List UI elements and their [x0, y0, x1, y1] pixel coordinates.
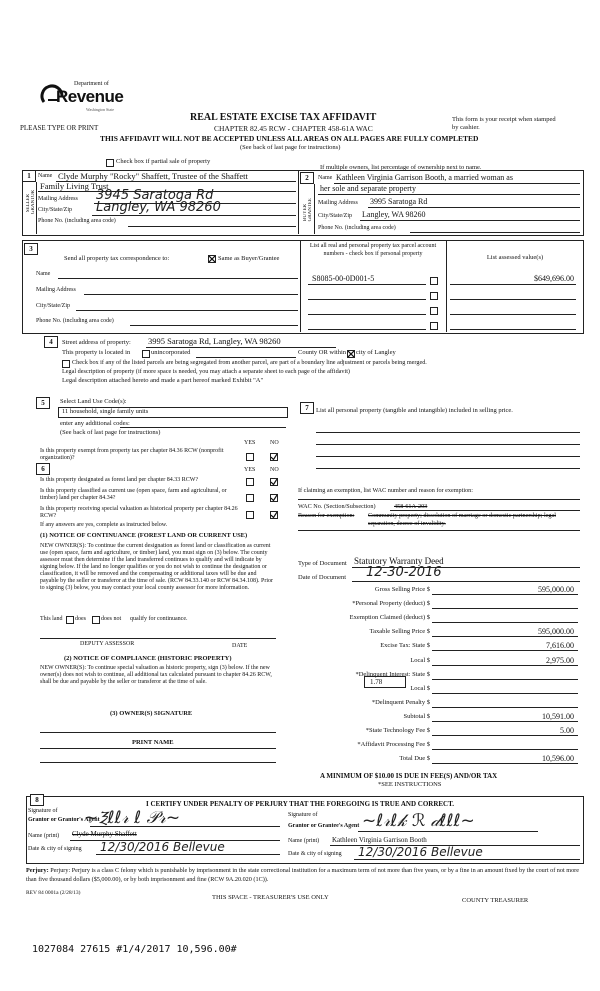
section-4-number: 4 — [44, 336, 58, 348]
grantor-signature-icon[interactable]: ~Ⲝℓℓ𝓇 ℓ 𝒫𝓇~ — [84, 808, 181, 828]
grantor-sig-label: Signature of — [28, 808, 58, 814]
calc-row-value[interactable]: 595,000.00 — [538, 585, 574, 594]
calc-row-label: Taxable Selling Price $ — [369, 628, 430, 635]
forest-question: Is this property designated as forest land per chapter 84.33 RCW? — [40, 477, 199, 483]
exempt-question: Is this property exempt from property tax per chapter 84.36 RCW (nonprofit organization)? — [40, 448, 224, 461]
assessed-header: List assessed value(s) — [486, 254, 544, 261]
check-mark-icon — [271, 512, 277, 518]
calc-row-value[interactable]: 2,975.00 — [546, 656, 574, 665]
buyer-name-label: Name — [318, 175, 333, 181]
this-land-label: This land — [40, 616, 63, 622]
county-treasurer-label: COUNTY TREASURER — [462, 897, 529, 904]
parcel-header: List all real and personal property tax parcel account numbers - check box if personal property — [309, 243, 437, 257]
calc-row-line — [432, 622, 578, 623]
unincorporated-checkbox[interactable] — [142, 350, 150, 358]
please-type: PLEASE TYPE OR PRINT — [20, 124, 99, 132]
grantee-date[interactable]: 12/30/2016 Bellevue — [358, 845, 483, 859]
calc-row-label: Local $ — [410, 685, 430, 692]
dept-name: Revenue — [56, 87, 124, 106]
seller-mailing[interactable]: 3945 Saratoga Rd — [96, 188, 214, 203]
buyer-phone-label: Phone No. (including area code) — [318, 225, 396, 231]
form-notice: THIS AFFIDAVIT WILL NOT BE ACCEPTED UNLESS ALL AREAS ON ALL PAGES ARE FULLY COMPLETED — [100, 134, 479, 143]
s5-no: NO — [270, 440, 279, 446]
buyer-name-cont[interactable]: her sole and separate property — [320, 184, 416, 193]
seller-name[interactable]: Clyde Murphy "Rocky" Shaffett, Trustee of the Shaffett — [58, 171, 248, 181]
current-use-no-checkbox[interactable] — [270, 494, 278, 502]
buyer-mailing-label: Mailing Address — [318, 200, 358, 206]
calc-row-label: Local $ — [410, 657, 430, 664]
unincorporated-label: unincorporated — [151, 349, 191, 356]
county-or-within-label: County OR within — [298, 349, 347, 356]
land-does-checkbox[interactable] — [66, 616, 74, 624]
buyer-city[interactable]: Langley, WA 98260 — [362, 210, 426, 219]
tc-mailing-label: Mailing Address — [36, 287, 76, 293]
exempt-yes-checkbox[interactable] — [246, 453, 254, 461]
treasurer-only-label: THIS SPACE - TREASURER'S USE ONLY — [212, 894, 329, 901]
calc-row-line — [432, 636, 578, 637]
checked-x-icon — [209, 256, 215, 262]
exempt-no-checkbox[interactable] — [270, 453, 278, 461]
section-6-number: 6 — [36, 463, 50, 475]
notice-1-body: NEW OWNER(S): To continue the current designation as forest land or classification as current use (open space, farm and agriculture, or timber) land, you must sign on (3) below. The county assessor must then determine if the land transferred continues to qualify and will indicate by signing below. If the land no longer qualifies or you do not wish to continue the designation or classification, it will be removed and the compensating or additional taxes will be due and payable by the seller or transferor at the time of sale. (RCW 84.33.140 or RCW 84.34.108). Prior to signing (3) below, you may contact your local county assessor for more information. — [40, 543, 274, 591]
grantor-agent-label: Grantor or Grantor's Agent — [28, 817, 100, 823]
deputy-assessor-label: DEPUTY ASSESSOR — [80, 641, 135, 647]
buyer-name[interactable]: Kathleen Virginia Garrison Booth, a married woman as — [336, 173, 513, 182]
calc-row-line — [432, 665, 578, 666]
seller-name-label: Name — [38, 173, 53, 179]
seller-label: SELLER — [26, 194, 31, 213]
forest-yes-checkbox[interactable] — [246, 478, 254, 486]
notice-2-body: NEW OWNER(S): To continue special valuation as historic property, sign (3) below. If the new owner(s) does not wish to continue, all additional tax calculated pursuant to chapter 84.26 RCW, shall be due and payable by the seller or transferor at the time of sale. — [40, 665, 272, 685]
check-mark-icon — [271, 454, 277, 460]
revision-label: REV 84 0001a (2/28/13) — [26, 890, 81, 896]
s6-no: NO — [270, 467, 279, 473]
seller-city-label: City/State/Zip — [38, 207, 72, 213]
grantor-date[interactable]: 12/30/2016 Bellevue — [100, 840, 225, 854]
calc-row-label: *State Technology Fee $ — [365, 727, 430, 734]
form-see-back: (See back of last page for instructions) — [240, 144, 341, 151]
wac-label: WAC No. (Section/Subsection) — [298, 503, 376, 510]
historic-yes-checkbox[interactable] — [246, 511, 254, 519]
seller-name-cont[interactable]: Family Living Trust — [40, 181, 109, 191]
historic-question: Is this property receiving special valuation as historical property per chapter 84.26 RCW? — [40, 506, 238, 519]
calc-row-line — [432, 707, 578, 708]
legal-attached: Legal description attached hereto and made a part hereof marked Exhibit "A" — [62, 377, 264, 384]
dept-state: Washington State — [86, 107, 115, 112]
calc-row-label: *Delinquent Penalty $ — [371, 699, 430, 706]
section-2-number: 2 — [300, 172, 314, 184]
city-of-label: city of Langley — [356, 349, 396, 356]
same-as-buyer-label: Same as Buyer/Grantee — [218, 255, 280, 262]
calc-row-label: Total Due $ — [399, 755, 430, 762]
receipt-note: This form is your receipt when stamped by cashier. — [452, 116, 556, 131]
historic-no-checkbox[interactable] — [270, 511, 278, 519]
calc-row-line — [432, 594, 578, 595]
grantor-name-label: Name (print) — [28, 833, 60, 839]
grantee-date-label: Date & city of signing — [288, 851, 342, 857]
check-mark-icon — [271, 495, 277, 501]
within-city-checkbox[interactable] — [347, 350, 355, 358]
certify-text: I CERTIFY UNDER PENALTY OF PERJURY THAT THE FOREGOING IS TRUE AND CORRECT. — [146, 800, 455, 808]
treasurer-stamp: 1027084 27615 #1/4/2017 10,596.00# — [32, 944, 237, 955]
tc-phone-label: Phone No. (including area code) — [36, 318, 114, 324]
minimum-notice: A MINIMUM OF $10.00 IS DUE IN FEE(S) AND/OR TAX — [320, 772, 498, 780]
reason-label: Reason for exemption: — [298, 512, 355, 519]
doc-type-label: Type of Document — [298, 560, 347, 567]
wac-number[interactable]: 458-61A-203 — [394, 503, 428, 510]
s6-yes: YES — [244, 467, 256, 473]
send-correspondence-label: Send all property tax correspondence to: — [64, 255, 170, 262]
calc-row-value[interactable]: 10,591.00 — [542, 712, 574, 721]
check-mark-icon — [271, 479, 277, 485]
same-as-buyer-checkbox[interactable] — [208, 255, 216, 263]
parcel-number[interactable]: S8085-00-0D001-5 — [312, 274, 375, 283]
doc-type[interactable]: Statutory Warranty Deed — [354, 556, 444, 566]
exemption-reason[interactable]: Community property; dissolution of marriage or domestic partnership; legal separation, decree of invalidity. — [368, 512, 556, 527]
calc-row-line — [432, 735, 578, 736]
calc-row-label: *Personal Property (deduct) $ — [352, 600, 430, 607]
personal-property-label: List all personal property (tangible and intangible) included in selling price. — [316, 407, 513, 414]
partial-sale-checkbox[interactable] — [106, 159, 114, 167]
section-3-number: 3 — [24, 243, 38, 255]
forest-no-checkbox[interactable] — [270, 478, 278, 486]
calc-row-label: Gross Selling Price $ — [374, 586, 430, 593]
qualify-label: qualify for continuance. — [130, 616, 188, 622]
local-rate: 1.78 — [370, 678, 383, 686]
perjury-notice — [26, 866, 582, 884]
calc-row-line — [432, 693, 578, 694]
tc-name-label: Name — [36, 271, 51, 277]
any-yes-note: If any answers are yes, complete as instructed below. — [40, 522, 168, 528]
current-use-question: Is this property classified as current use (open space, farm and agricultural, or timber) land per chapter 84.34? — [40, 488, 227, 501]
parcel-personal-checkbox-1[interactable] — [430, 277, 438, 285]
buyer-mailing[interactable]: 3995 Saratoga Rd — [370, 197, 428, 206]
form-title: REAL ESTATE EXCISE TAX AFFIDAVIT — [190, 112, 377, 123]
seller-mailing-label: Mailing Address — [38, 196, 78, 202]
dept-label: Department of — [74, 81, 109, 87]
grantee-agent-label: Grantor or Grantee's Agent — [288, 823, 360, 829]
seller-phone-label: Phone No. (including area code) — [38, 218, 116, 224]
calc-row-line — [432, 679, 578, 680]
land-does-not-label: does not — [101, 616, 122, 622]
seller-city[interactable]: Langley, WA 98260 — [96, 200, 221, 215]
buyer-label: BUYER — [303, 204, 308, 221]
additional-codes-label: enter any additional codes: — [60, 420, 130, 427]
notice-2-title: (2) NOTICE OF COMPLIANCE (HISTORIC PROPERTY) — [64, 655, 232, 662]
form-chapter: CHAPTER 82.45 RCW - CHAPTER 458-61A WAC — [214, 124, 373, 133]
calc-row-label: Exemption Claimed (deduct) $ — [349, 614, 430, 621]
partial-sale-label: Check box if partial sale of property — [116, 158, 211, 165]
parcel-personal-checkbox-3[interactable] — [430, 307, 438, 315]
calc-row-label: Subtotal $ — [403, 713, 430, 720]
doc-date-label: Date of Document — [298, 574, 347, 581]
grantee-label: GRANTEE — [308, 198, 313, 222]
s5-yes: YES — [244, 440, 256, 446]
section-5-number: 5 — [36, 397, 50, 409]
section-1-number: 1 — [22, 170, 36, 182]
print-name-label: PRINT NAME — [132, 739, 174, 746]
multiple-owners-note: If multiple owners, list percentage of ownership next to name. — [320, 164, 482, 171]
grantor-date-label: Date & city of signing — [28, 846, 82, 852]
segregated-checkbox[interactable] — [62, 360, 70, 368]
calc-row-label: *Affidavit Processing Fee $ — [357, 741, 430, 748]
calc-row-line — [432, 608, 578, 609]
calc-row-label: Excise Tax: State $ — [380, 642, 430, 649]
located-in-label: This property is located in — [62, 349, 131, 356]
grantee-name-label: Name (print) — [288, 838, 320, 844]
section-7-number: 7 — [300, 402, 314, 414]
calc-row-value[interactable]: 5.00 — [560, 726, 574, 735]
buyer-city-label: City/State/Zip — [318, 213, 352, 219]
land-does-not-checkbox[interactable] — [92, 616, 100, 624]
parcel-personal-checkbox-2[interactable] — [430, 292, 438, 300]
doc-date[interactable]: 12-30-2016 — [366, 565, 442, 580]
calc-row-value[interactable]: 595,000.00 — [538, 627, 574, 636]
exemption-label: If claiming an exemption, list WAC number and reason for exemption: — [298, 487, 473, 494]
assessed-value[interactable]: $649,696.00 — [534, 274, 574, 283]
tc-city-label: City/State/Zip — [36, 303, 70, 309]
calc-row-line — [432, 721, 578, 722]
current-use-yes-checkbox[interactable] — [246, 494, 254, 502]
calc-row-line — [432, 763, 578, 764]
deputy-date-label: DATE — [232, 643, 248, 649]
perjury-keyword: Perjury: — [26, 867, 49, 874]
grantee-signature-icon[interactable]: ~ℓ𝓇ℓ𝓀 ℛ 𝒹ℓℓℓ~ — [362, 811, 475, 831]
perjury-text: Perjury: Perjury is a class C felony which is punishable by imprisonment in the state correctional institution for a maximum term of not more than five years, or by a fine in an amount fixed by the court of not more than five thousand dollars ($5,000.00), or by both imprisonment and fine (RCW 9A.20.020 (1C)). — [26, 867, 579, 883]
street-label: Street address of property: — [62, 339, 131, 346]
land-use-see-back: (See back of last page for instructions) — [60, 429, 161, 436]
grantor-name[interactable]: Clyde Murphy Shaffett — [72, 830, 137, 838]
calc-row-value[interactable]: 10,596.00 — [542, 754, 574, 763]
calc-row-label: *Delinquent Interest: State $ — [355, 671, 430, 678]
notice-1-title: (1) NOTICE OF CONTINUANCE (FOREST LAND OR CURRENT USE) — [40, 532, 248, 539]
land-use-value: 11 household, single family units — [62, 408, 149, 415]
calc-row-line — [432, 650, 578, 651]
parcel-personal-checkbox-4[interactable] — [430, 322, 438, 330]
legal-desc-label: Legal description of property (if more space is needed, you may attach a separate sheet to each page of the affidavit) — [62, 368, 350, 375]
checked-x-icon — [348, 351, 354, 357]
grantor-label: GRANTOR — [31, 190, 36, 215]
calc-row-line — [432, 749, 578, 750]
land-does-label: does — [75, 616, 86, 622]
segregated-label: Check box if any of the listed parcels are being segregated from another parcel, are part of a boundary line adjustment or parcels being merged. — [72, 359, 427, 366]
calc-row-value[interactable]: 7,616.00 — [546, 641, 574, 650]
owner-signature-label: (3) OWNER(S) SIGNATURE — [110, 710, 193, 717]
land-use-label: Select Land Use Code(s): — [60, 398, 127, 405]
grantee-sig-label: Signature of — [288, 812, 318, 818]
see-instructions: *SEE INSTRUCTIONS — [378, 781, 442, 788]
section-8-number: 8 — [30, 794, 44, 806]
street-address[interactable]: 3995 Saratoga Rd, Langley, WA 98260 — [148, 336, 281, 346]
grantee-name[interactable]: Kathleen Virginia Garrison Booth — [332, 836, 427, 844]
